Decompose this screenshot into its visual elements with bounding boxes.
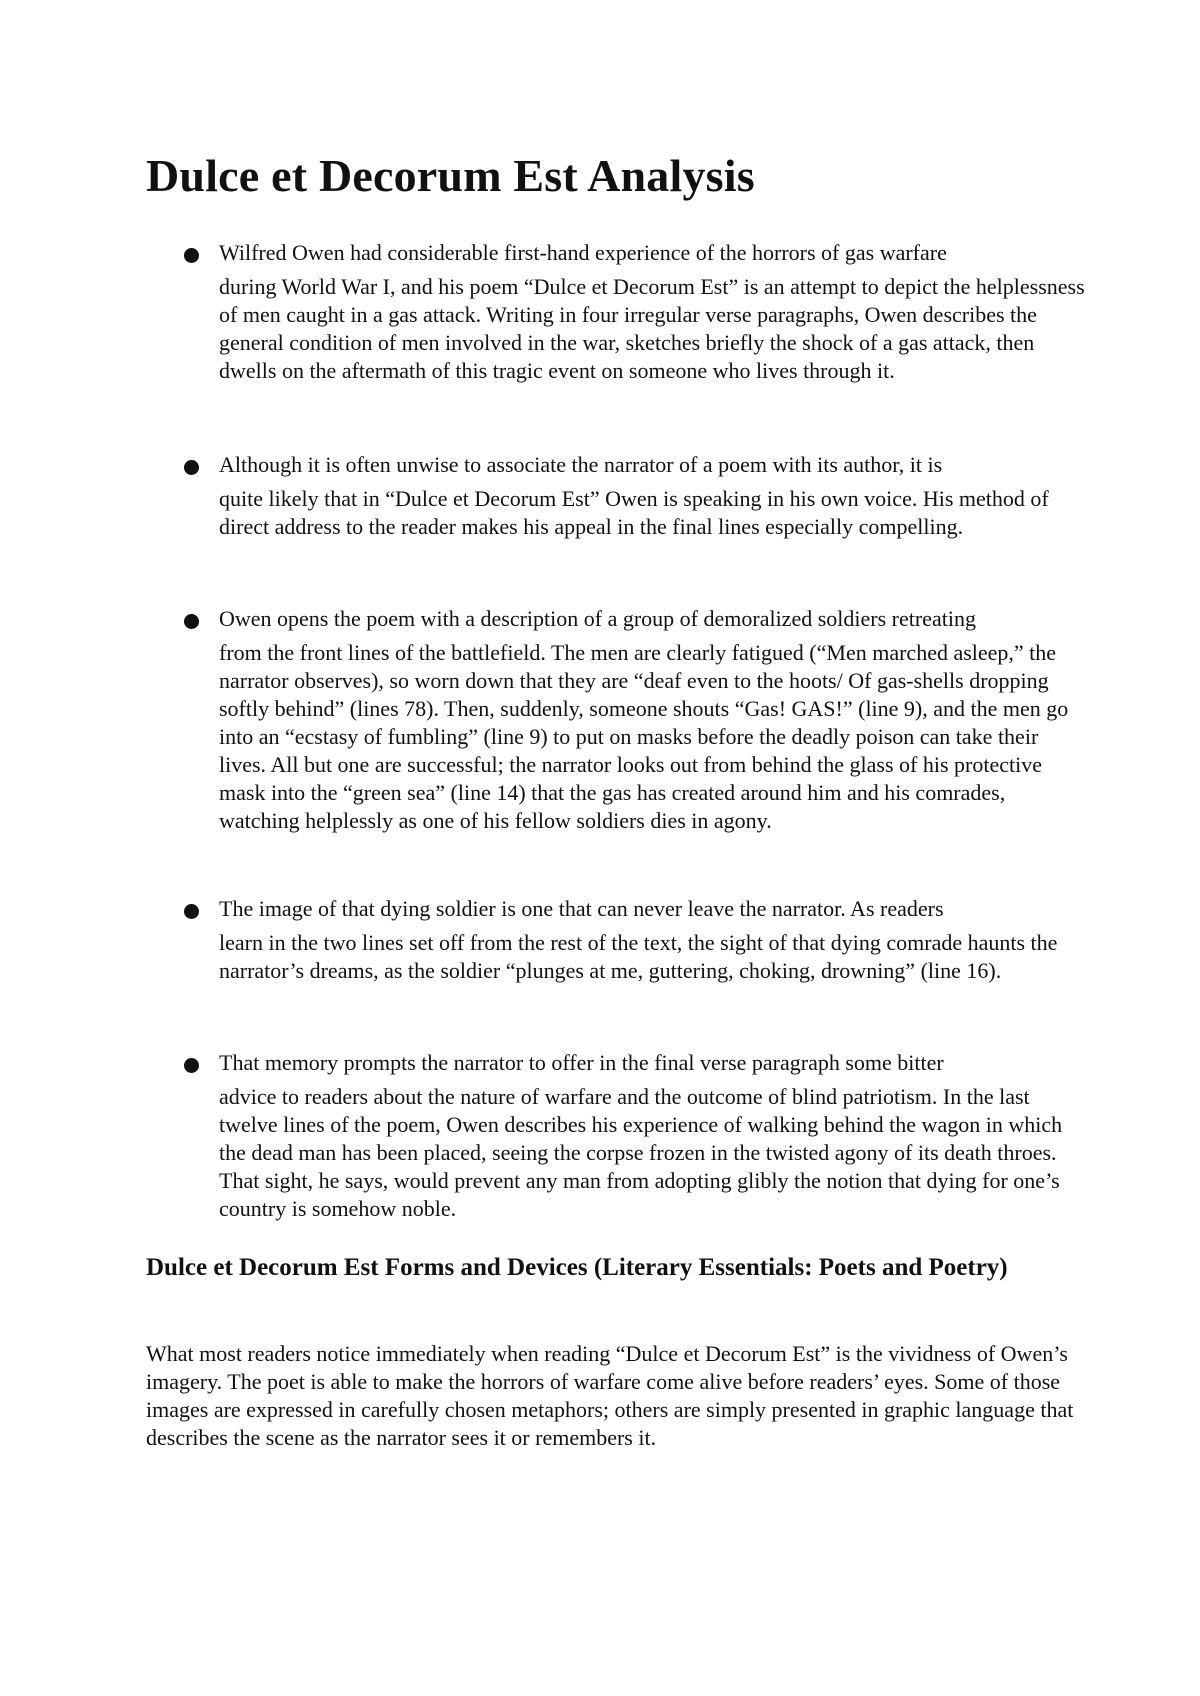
- bullet-continuation: advice to readers about the nature of warfare and the outcome of blind patriotism. In the last twelve lines of the poem, Owen describes his experience of walking behind the wagon in which the dead man has been placed, seeing the corpse frozen in the twisted agony of its death throes. That sight, he says, would prevent any man from adopting glibly the notion that dying for one’s country is somehow noble.: [219, 1084, 1063, 1221]
- bullet-dot-icon: [184, 614, 199, 629]
- bullet-first-line: That memory prompts the narrator to offer in the final verse paragraph some bitter: [219, 1050, 944, 1075]
- page-title: Dulce et Decorum Est Analysis: [146, 150, 755, 201]
- bullet-first-line: Although it is often unwise to associate the narrator of a poem with its author, it is: [219, 452, 943, 477]
- bullet-text: [219, 605, 1089, 835]
- bullet-dot-icon: [184, 248, 199, 263]
- body-paragraph: What most readers notice immediately when reading “Dulce et Decorum Est” is the vividness of Owen’s imagery. The poet is able to make the horrors of warfare come alive before readers’ eyes. Some of those images are expressed in carefully chosen metaphors; others are simply presented in graphic language that describes the scene as the narrator sees it or remembers it.: [146, 1341, 1074, 1450]
- bullet-continuation: learn in the two lines set off from the rest of the text, the sight of that dying comrade haunts the narrator’s dreams, as the soldier “plunges at me, guttering, choking, drowning” (line 16).: [219, 930, 1058, 983]
- bullet-dot-icon: [184, 460, 199, 475]
- bullet-text: [219, 895, 1089, 985]
- section-heading: Dulce et Decorum Est Forms and Devices (Literary Essentials: Poets and Poetry): [146, 1254, 1008, 1281]
- bullet-continuation: from the front lines of the battlefield. The men are clearly fatigued (“Men marched asleep,” the narrator observes), so worn down that they are “deaf even to the hoots/ Of gas-shells dropping softly behind” (lines 78). Then, suddenly, someone shouts “Gas! GAS!” (line 9), and the men go into an “ecstasy of fumbling” (line 9) to put on masks before the deadly poison can take their lives. All but one are successful; the narrator looks out from behind the glass of his protective mask into the “green sea” (line 14) that the gas has created around him and his comrades, watching helplessly as one of his fellow soldiers dies in agony.: [219, 640, 1069, 833]
- bullet-first-line: Owen opens the poem with a description of a group of demoralized soldiers retreating: [219, 606, 976, 631]
- bullet-first-line: Wilfred Owen had considerable first-hand experience of the horrors of gas warfare: [219, 240, 947, 265]
- bullet-dot-icon: [184, 904, 199, 919]
- bullet-text: [219, 1049, 1089, 1223]
- bullet-first-line: The image of that dying soldier is one that can never leave the narrator. As readers: [219, 896, 944, 921]
- bullet-text: [219, 239, 1089, 385]
- bullet-dot-icon: [184, 1058, 199, 1073]
- bullet-text: [219, 451, 1089, 541]
- bullet-continuation: during World War I, and his poem “Dulce et Decorum Est” is an attempt to depict the helplessness of men caught in a gas attack. Writing in four irregular verse paragraphs, Owen describes the general condition of men involved in the war, sketches briefly the shock of a gas attack, then dwells on the aftermath of this tragic event on someone who lives through it.: [219, 274, 1085, 383]
- bullet-continuation: quite likely that in “Dulce et Decorum Est” Owen is speaking in his own voice. His method of direct address to the reader makes his appeal in the final lines especially compelling.: [219, 486, 1049, 539]
